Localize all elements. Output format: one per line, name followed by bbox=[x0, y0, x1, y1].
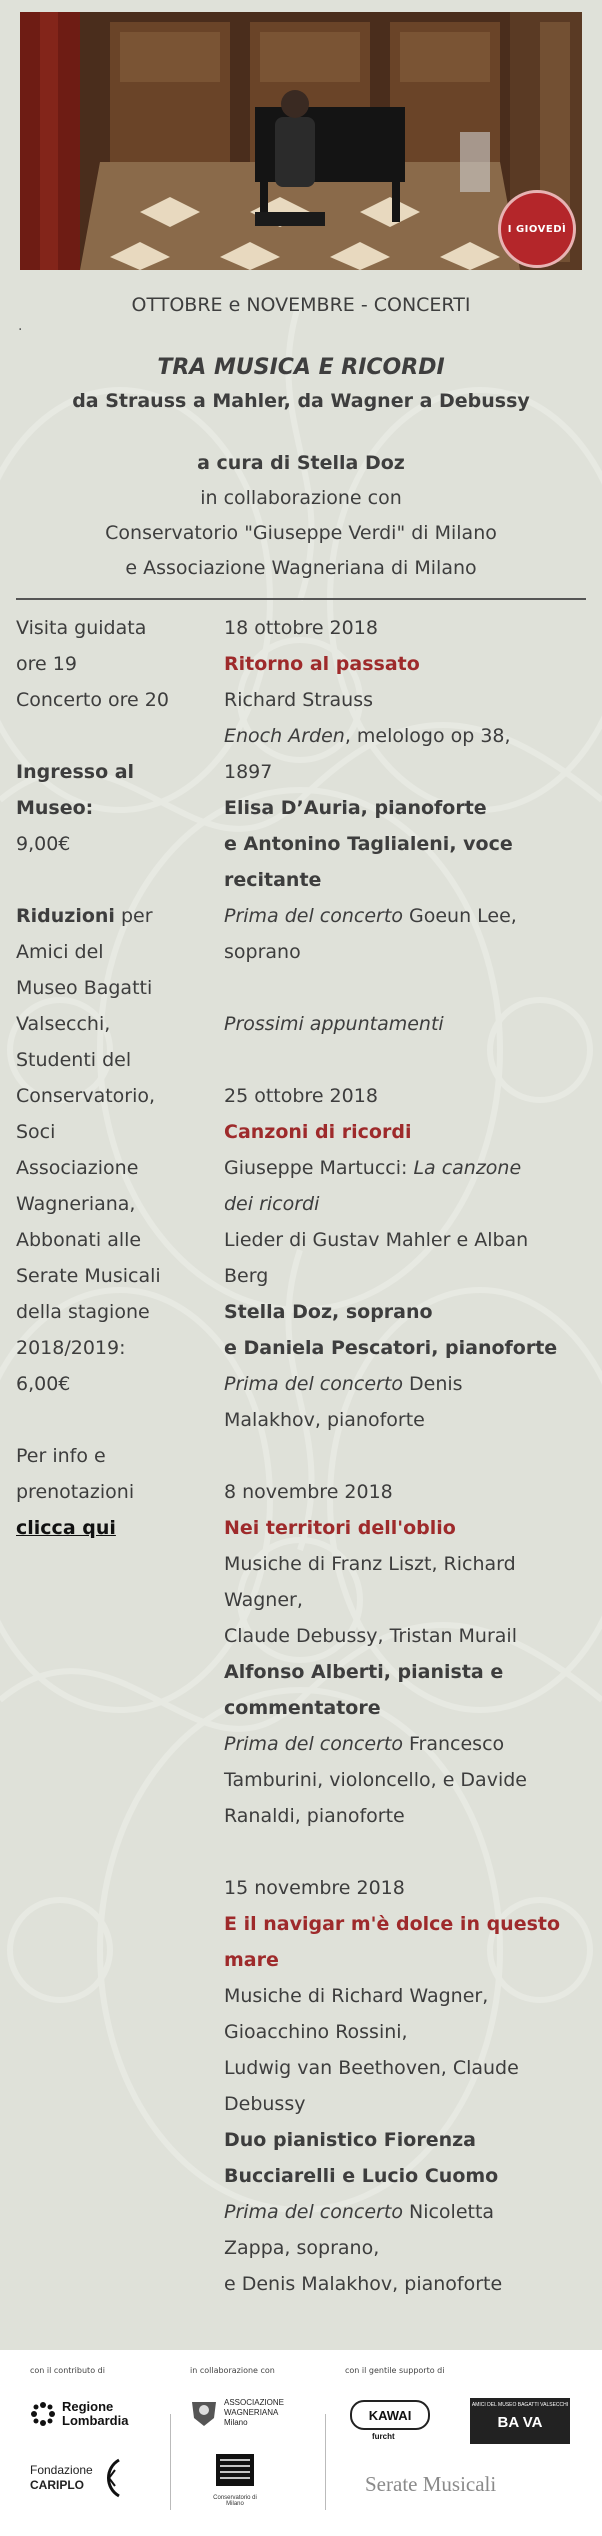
info-line: Studenti del bbox=[16, 1049, 132, 1071]
event-title: Canzoni di ricordi bbox=[224, 1121, 412, 1143]
info-line: Concerto ore 20 bbox=[16, 689, 169, 711]
info-line: Associazione bbox=[16, 1157, 139, 1179]
event-line: Musiche di Franz Liszt, Richard bbox=[224, 1553, 516, 1575]
event-performer: e Antonino Taglialeni, voce bbox=[224, 833, 513, 855]
event-title: mare bbox=[224, 1949, 279, 1971]
collab-line-3: e Associazione Wagneriana di Milano bbox=[125, 557, 477, 579]
info-line: 2018/2019: bbox=[16, 1337, 126, 1359]
event-performer: e Daniela Pescatori, pianoforte bbox=[224, 1337, 558, 1359]
info-line: prenotazioni bbox=[16, 1481, 135, 1503]
event-date: 8 novembre 2018 bbox=[224, 1481, 393, 1503]
support-label: con il gentile supporto di bbox=[345, 2366, 445, 2375]
event-date: 18 ottobre 2018 bbox=[224, 617, 378, 639]
divider bbox=[16, 598, 586, 600]
series-subtitle: da Strauss a Mahler, da Wagner a Debussy bbox=[72, 390, 530, 412]
event-performer: recitante bbox=[224, 869, 322, 891]
event-line: Ranaldi, pianoforte bbox=[224, 1805, 405, 1827]
next-events-label: Prossimi appuntamenti bbox=[224, 1013, 444, 1035]
event-performer: Alfonso Alberti, pianista e bbox=[224, 1661, 504, 1683]
event-line: Malakhov, pianoforte bbox=[224, 1409, 425, 1431]
info-line: ore 19 bbox=[16, 653, 77, 675]
event-line: Berg bbox=[224, 1265, 269, 1287]
event-line: 1897 bbox=[224, 761, 273, 783]
info-line: Wagneriana, bbox=[16, 1193, 136, 1215]
stray-dot: . bbox=[18, 318, 23, 334]
info-column bbox=[16, 610, 221, 1546]
event-line: Debussy bbox=[224, 2093, 306, 2115]
event-performer: commentatore bbox=[224, 1697, 381, 1719]
event-line: Prima del concerto Goeun Lee, bbox=[224, 905, 517, 927]
event-title: E il navigar m'è dolce in questo bbox=[224, 1913, 561, 1935]
rose-camuna-icon bbox=[30, 2401, 56, 2427]
event-performer: Elisa D’Auria, pianoforte bbox=[224, 797, 487, 819]
conservatorio-logo[interactable]: Conservatorio di Milano bbox=[205, 2450, 265, 2507]
info-line: Riduzioni per bbox=[16, 905, 153, 927]
months-heading: OTTOBRE e NOVEMBRE - CONCERTI bbox=[131, 294, 471, 316]
event-line: Lieder di Gustav Mahler e Alban bbox=[224, 1229, 529, 1251]
wagner-crest-icon bbox=[190, 2398, 218, 2428]
event-line: Giuseppe Martucci: La canzone bbox=[224, 1157, 522, 1179]
conservatorio-mark-icon bbox=[212, 2450, 258, 2490]
info-line: Conservatorio, bbox=[16, 1085, 156, 1107]
collab-label: in collaborazione con bbox=[190, 2366, 275, 2375]
collab-line-1: in collaborazione con bbox=[200, 487, 402, 509]
curator-line: a cura di Stella Doz bbox=[197, 452, 405, 474]
program-column bbox=[224, 610, 589, 2302]
regione-lombardia-logo[interactable]: Regione Lombardia bbox=[30, 2400, 128, 2428]
event-date: 15 novembre 2018 bbox=[224, 1877, 405, 1899]
amici-museo-logo[interactable]: AMICI DEL MUSEO BAGATTI VALSECCHI BA VA bbox=[470, 2398, 570, 2444]
info-line: Soci bbox=[16, 1121, 56, 1143]
info-line: Serate Musicali bbox=[16, 1265, 161, 1287]
info-line: Visita guidata bbox=[16, 617, 147, 639]
event-line: Claude Debussy, Tristan Murail bbox=[224, 1625, 517, 1647]
event-line: e Denis Malakhov, pianoforte bbox=[224, 2273, 503, 2295]
info-line: Museo: bbox=[16, 797, 94, 819]
event-performer: Duo pianistico Fiorenza bbox=[224, 2129, 476, 2151]
event-line: Richard Strauss bbox=[224, 689, 373, 711]
info-line: Museo Bagatti bbox=[16, 977, 153, 999]
event-line: soprano bbox=[224, 941, 301, 963]
event-line: Prima del concerto Nicoletta bbox=[224, 2201, 495, 2223]
event-line: Gioacchino Rossini, bbox=[224, 2021, 408, 2043]
event-line: Zappa, soprano, bbox=[224, 2237, 380, 2259]
event-line: Prima del concerto Denis bbox=[224, 1373, 463, 1395]
associazione-wagneriana-logo[interactable]: ASSOCIAZIONE WAGNERIANA Milano bbox=[190, 2398, 284, 2428]
hero-photo bbox=[20, 12, 582, 270]
footer-divider bbox=[325, 2414, 326, 2510]
event-title: Ritorno al passato bbox=[224, 653, 420, 675]
info-line: Per info e bbox=[16, 1445, 106, 1467]
booking-link[interactable]: clicca qui bbox=[16, 1517, 116, 1539]
series-title: TRA MUSICA E RICORDI bbox=[157, 355, 445, 380]
event-line: Prima del concerto Francesco bbox=[224, 1733, 505, 1755]
event-line: Wagner, bbox=[224, 1589, 303, 1611]
collab-line-2: Conservatorio "Giuseppe Verdi" di Milano bbox=[105, 522, 497, 544]
furcht-logo[interactable]: furcht bbox=[372, 2432, 395, 2441]
kawai-logo[interactable]: KAWAI bbox=[350, 2400, 430, 2430]
serate-musicali-logo[interactable]: Serate Musicali bbox=[365, 2472, 497, 2496]
event-performer: Bucciarelli e Lucio Cuomo bbox=[224, 2165, 499, 2187]
fondazione-cariplo-logo[interactable]: Fondazione CARIPLO bbox=[30, 2458, 125, 2498]
info-line: Amici del bbox=[16, 941, 104, 963]
cariplo-mark-icon bbox=[101, 2458, 125, 2498]
info-line: 6,00€ bbox=[16, 1373, 71, 1395]
info-line: Ingresso al bbox=[16, 761, 135, 783]
event-line: Ludwig van Beethoven, Claude bbox=[224, 2057, 519, 2079]
event-line: Musiche di Richard Wagner, bbox=[224, 1985, 489, 2007]
event-line: Enoch Arden, melologo op 38, bbox=[224, 725, 511, 747]
info-line: Valsecchi, bbox=[16, 1013, 111, 1035]
contrib-label: con il contributo di bbox=[30, 2366, 105, 2375]
event-line: dei ricordi bbox=[224, 1193, 320, 1215]
info-line: 9,00€ bbox=[16, 833, 71, 855]
event-performer: Stella Doz, soprano bbox=[224, 1301, 433, 1323]
info-line: Abbonati alle bbox=[16, 1229, 142, 1251]
footer-divider bbox=[170, 2414, 171, 2510]
event-title: Nei territori dell'oblio bbox=[224, 1517, 456, 1539]
giovedi-badge[interactable]: I GIOVEDÌ bbox=[498, 190, 576, 268]
event-line: Tamburini, violoncello, e Davide bbox=[224, 1769, 527, 1791]
sponsor-footer bbox=[0, 2350, 602, 2536]
info-line: della stagione bbox=[16, 1301, 150, 1323]
event-date: 25 ottobre 2018 bbox=[224, 1085, 378, 1107]
